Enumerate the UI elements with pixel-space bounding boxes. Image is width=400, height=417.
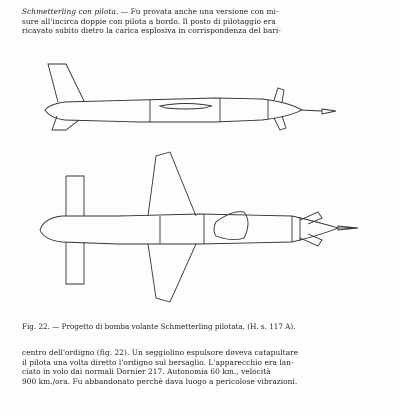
side-view-drawing — [45, 64, 336, 130]
line: centro dell'ordigno (fig. 22). Un seggiolino espulsore doveva catapultare — [22, 348, 299, 357]
figure-caption: Fig. 22. — Progetto di bomba volante Schmetterling pilotata, (H. s. 117 A). — [22, 322, 296, 331]
bottom-paragraph — [22, 348, 386, 386]
section-lead: Schmetterling con pilota. — [22, 7, 119, 16]
top-paragraph — [22, 7, 386, 36]
line: — Fu provata anche una versione con mi- — [120, 7, 279, 16]
line: sure all'incirca doppie con pilota a bordo. Il posto di pilotaggio era — [22, 16, 276, 26]
figure-22-drawings — [0, 52, 400, 310]
line: ricavato subito dietro la carica esplosiva in corrispondenza del bari- — [22, 26, 281, 36]
line: il pilota una volta diretto l'ordigno sul bersaglio. L'apparecchio era lan- — [22, 357, 294, 367]
line: ciato in volo dai normali Dornier 217. Autonomia 60 km., velocità — [22, 367, 271, 377]
top-view-drawing — [40, 152, 358, 302]
line: 900 km./ora. Fu abbandonato perchè dava luogo a pericolose vibrazioni. — [22, 376, 298, 386]
